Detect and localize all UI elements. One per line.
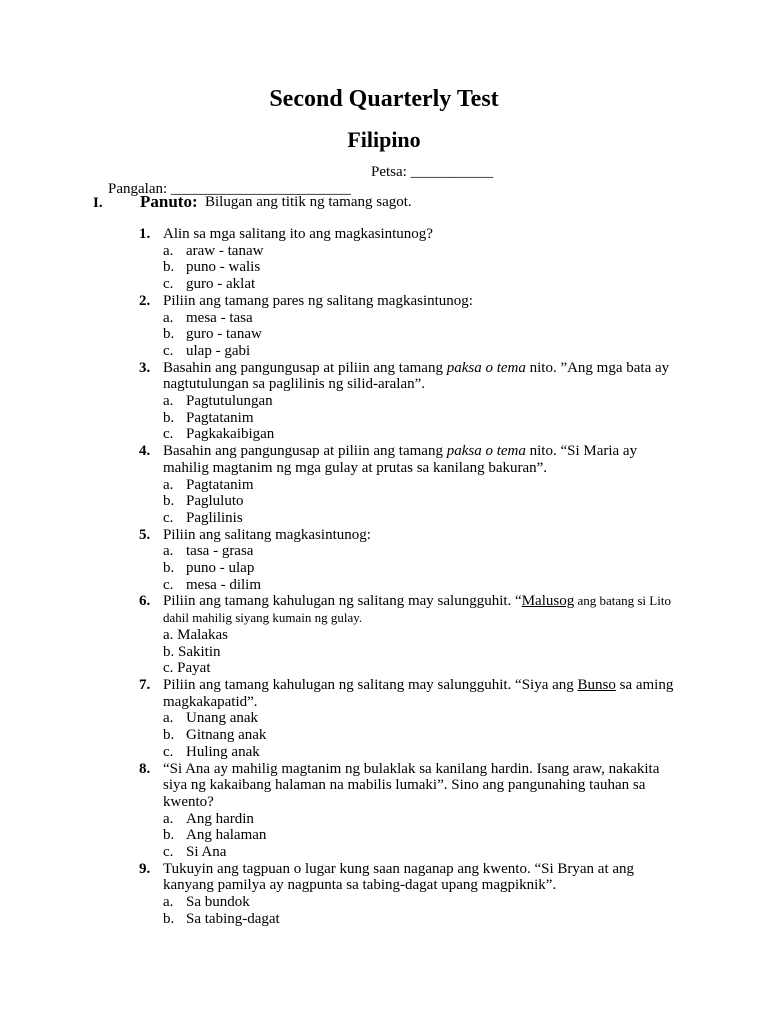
answer-option — [137, 827, 677, 844]
option-letter: a. — [163, 242, 174, 259]
option-text: Ang halaman — [186, 827, 267, 844]
option-text: guro - tanaw — [186, 326, 262, 343]
option-text: Unang anak — [186, 710, 259, 727]
option-letter: b. — [163, 409, 175, 426]
question-text: “Si Ana ay mahilig magtanim ng bulaklak sa kanilang hardin. Isang araw, nakakita siya ng kakaibang halaman na mabilis lumaki”. Sino ang pangunahing tauhan sa kwento? — [163, 760, 660, 810]
answer-option — [137, 727, 677, 744]
underlined-word: Bunso — [577, 676, 616, 693]
question-number: 3. — [139, 359, 151, 376]
option-letter: b. — [163, 493, 175, 510]
option-text: mesa - dilim — [186, 576, 261, 593]
question-number: 7. — [139, 676, 151, 693]
question-item — [137, 293, 677, 310]
option-text: Gitnang anak — [186, 727, 267, 744]
answer-option — [137, 410, 677, 427]
answer-option — [137, 477, 677, 494]
answer-option — [137, 894, 677, 911]
answer-option — [137, 310, 677, 327]
question-item — [137, 761, 677, 811]
option-letter: c. — [163, 426, 174, 443]
option-text: Sa tabing-dagat — [186, 910, 280, 927]
question-number: 9. — [139, 860, 151, 877]
question-text: Piliin ang tamang kahulugan ng salitang may salungguhit. “Malusog ang batang si Lito dahil mahilig siyang kumain ng gulay. — [163, 593, 671, 626]
date-field: Petsa: ___________ — [371, 164, 494, 180]
question-item — [137, 527, 677, 544]
question-item — [137, 443, 677, 476]
question-item — [137, 360, 677, 393]
answer-option — [137, 744, 677, 761]
option-letter: b. — [163, 727, 175, 744]
question-number: 4. — [139, 443, 151, 460]
option-text: Si Ana — [186, 844, 227, 861]
question-number: 5. — [139, 526, 151, 543]
section-instruction: Bilugan ang titik ng tamang sagot. — [205, 194, 412, 210]
underlined-word: Malusog — [521, 593, 575, 610]
option-text: puno - ulap — [186, 560, 255, 577]
option-text: Pagtutulungan — [186, 393, 273, 410]
option-text: Pagtatanim — [186, 476, 254, 493]
option-letter: a. — [163, 810, 174, 827]
question-number: 8. — [139, 760, 151, 777]
option-text: ulap - gabi — [186, 342, 251, 359]
option-text: Pagtatanim — [186, 409, 254, 426]
answer-option — [137, 426, 677, 443]
option-letter: c. — [163, 276, 174, 293]
answer-option — [137, 243, 677, 260]
question-text-small: ang batang si Lito dahil mahilig siyang kumain ng gulay. — [163, 593, 671, 626]
question-text: Piliin ang tamang pares ng salitang magkasintunog: — [163, 292, 473, 309]
question-text: Piliin ang salitang magkasintunog: — [163, 526, 371, 543]
question-number: 6. — [139, 593, 151, 610]
section-header — [93, 192, 693, 214]
option-text: mesa - tasa — [186, 309, 253, 326]
option-letter: a. — [163, 894, 174, 911]
section-numeral: I. — [93, 195, 103, 211]
answer-option — [137, 259, 677, 276]
question-list — [137, 226, 677, 928]
option-text: Ang hardin — [186, 810, 254, 827]
section-label: Panuto: — [140, 192, 198, 211]
page-title: Second Quarterly Test — [269, 86, 499, 112]
answer-option — [137, 276, 677, 293]
option-letter: b. — [163, 560, 175, 577]
question-text: Alin sa mga salitang ito ang magkasintunog? — [163, 226, 433, 242]
option-text: tasa - grasa — [186, 543, 254, 560]
question-emphasis: paksa o tema — [446, 359, 526, 376]
option-text: guro - aklat — [186, 276, 256, 293]
option-text: puno - walis — [186, 259, 261, 276]
question-item — [137, 861, 677, 894]
name-field: Pangalan: ________________________ — [108, 181, 351, 197]
question-number: 2. — [139, 292, 151, 309]
question-item — [137, 677, 677, 710]
answer-option — [137, 911, 677, 928]
answer-option: b. Sakitin — [163, 643, 221, 660]
answer-option: c. Payat — [163, 660, 211, 677]
option-text: Huling anak — [186, 743, 260, 760]
option-text: Sa bundok — [186, 894, 250, 911]
option-letter: a. — [163, 393, 174, 410]
option-letter: b. — [163, 326, 175, 343]
answer-option — [137, 393, 677, 410]
question-text: Basahin ang pangungusap at piliin ang tamang paksa o tema nito. “Si Maria ay mahilig magtanim ng mga gulay at prutas sa kanilang bakuran”. — [163, 443, 638, 476]
answer-option — [137, 543, 677, 560]
question-text: Tukuyin ang tagpuan o lugar kung saan naganap ang kwento. “Si Bryan at ang kanyang pamilya ay nagpunta sa tabing-dagat upang magpiknik”. — [163, 860, 635, 894]
answer-option: a. Malakas — [163, 626, 228, 643]
answer-option — [137, 577, 677, 594]
option-text: Paglilinis — [186, 509, 243, 526]
option-letter: a. — [163, 710, 174, 727]
option-letter: c. — [163, 509, 174, 526]
answer-option — [137, 343, 677, 360]
option-text: araw - tanaw — [186, 242, 264, 259]
answer-option — [137, 811, 677, 828]
question-number: 1. — [139, 226, 151, 242]
answer-option — [137, 510, 677, 527]
option-letter: b. — [163, 910, 175, 927]
question-emphasis: paksa o tema — [446, 443, 526, 460]
question-item — [137, 226, 677, 243]
option-text: Pagluluto — [186, 493, 244, 510]
option-letter: a. — [163, 309, 174, 326]
option-text: Pagkakaibigan — [186, 426, 275, 443]
question-text: Basahin ang pangungusap at piliin ang tamang paksa o tema nito. ”Ang mga bata ay nagtutulungan sa paglilinis ng silid-aralan”. — [163, 359, 670, 393]
answer-option — [137, 560, 677, 577]
answer-option — [137, 844, 677, 861]
page-subtitle: Filipino — [347, 127, 421, 152]
option-letter: c. — [163, 743, 174, 760]
option-letter: a. — [163, 476, 174, 493]
option-letter: c. — [163, 844, 174, 861]
option-letter: c. — [163, 342, 174, 359]
answer-option — [137, 710, 677, 727]
option-letter: b. — [163, 259, 175, 276]
option-letter: a. — [163, 543, 174, 560]
option-letter: c. — [163, 576, 174, 593]
question-item — [137, 593, 677, 626]
question-text: Piliin ang tamang kahulugan ng salitang may salungguhit. “Siya ang Bunso sa aming magkakapatid”. — [163, 676, 674, 710]
option-letter: b. — [163, 827, 175, 844]
answer-option — [137, 493, 677, 510]
answer-option — [137, 326, 677, 343]
